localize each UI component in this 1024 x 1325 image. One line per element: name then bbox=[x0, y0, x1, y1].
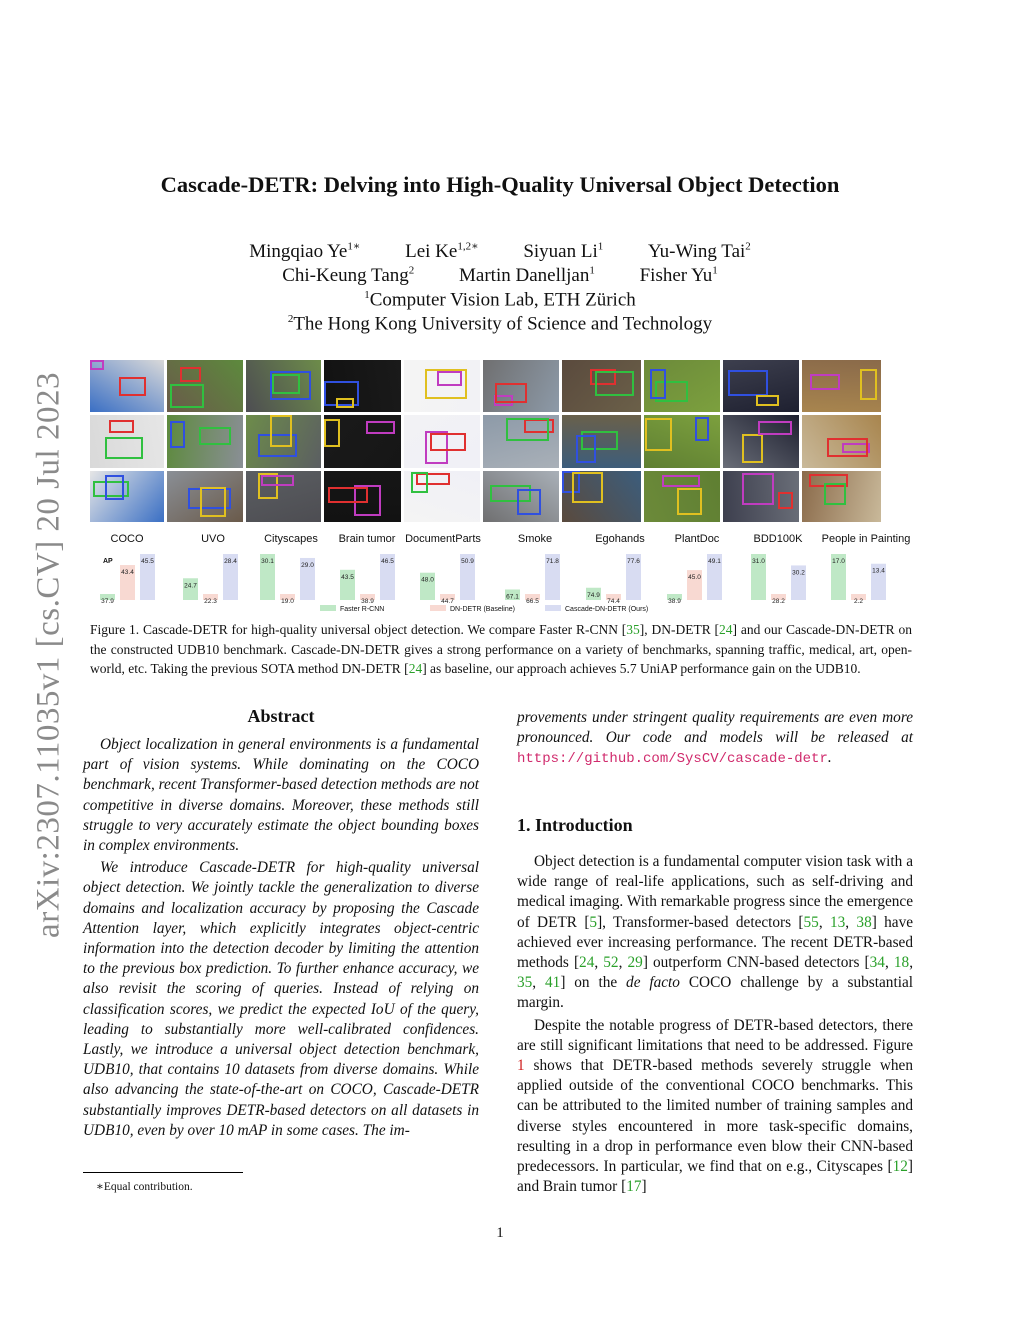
chart-data-label: 50.9 bbox=[461, 558, 474, 565]
figure-thumbnail bbox=[90, 471, 164, 522]
dataset-label: DocumentParts bbox=[405, 533, 481, 545]
chart-data-label: 49.1 bbox=[708, 558, 721, 565]
bounding-box bbox=[824, 483, 846, 505]
bounding-box bbox=[105, 475, 124, 500]
chart-data-label: 38.9 bbox=[361, 598, 374, 605]
chart-data-label: 66.5 bbox=[526, 598, 539, 605]
bounding-box bbox=[366, 421, 395, 434]
figure-thumbnail bbox=[167, 360, 243, 412]
bounding-box bbox=[810, 374, 840, 390]
bounding-box bbox=[695, 417, 709, 441]
figure-thumbnail bbox=[167, 415, 243, 468]
legend-swatch bbox=[545, 605, 561, 611]
bounding-box bbox=[742, 434, 763, 463]
bounding-box bbox=[728, 370, 768, 396]
bounding-box bbox=[200, 487, 226, 517]
figure-thumbnail bbox=[324, 471, 401, 522]
figure-thumbnail bbox=[644, 415, 720, 468]
legend-swatch bbox=[430, 605, 446, 611]
abstract-paragraph: Object localization in general environments is a fundamental part of vision systems. While dominating on the COCO benchmark, recent Transformer-based detection methods are not competitive in diverse domains. Moreover, these methods still struggle to very accurately estimate the object bounding boxes in complex environments. bbox=[83, 736, 479, 855]
authors-row-1 bbox=[0, 240, 1000, 263]
abstract-body bbox=[83, 735, 479, 1141]
dataset-label: Cityscapes bbox=[264, 533, 318, 545]
dataset-label: Egohands bbox=[595, 533, 645, 545]
dataset-label: COCO bbox=[110, 533, 144, 545]
chart-data-label: 17.0 bbox=[832, 558, 845, 565]
author: Fisher Yu$^1$ bbox=[639, 265, 718, 287]
figure-thumbnail bbox=[562, 360, 641, 412]
affiliation-1: $^1$Computer Vision Lab, ETH Zürich bbox=[364, 289, 636, 311]
bounding-box bbox=[506, 418, 549, 441]
bounding-box bbox=[650, 369, 666, 399]
bounding-box bbox=[430, 433, 466, 451]
figure-thumbnail bbox=[246, 471, 321, 522]
bounding-box bbox=[105, 437, 143, 459]
bounding-box bbox=[324, 419, 340, 447]
dataset-label: PlantDoc bbox=[674, 533, 720, 545]
figure-thumbnail bbox=[483, 415, 559, 468]
figure-caption: Figure 1. Cascade-DETR for high-quality universal object detection. We compare Faster R-CNN [35], DN-DETR [24] and our Cascade-DN-DETR on the constructed UDB10 benchmark. Cascade-DN-DETR gives a strong performance on a variety of benchmarks, spanning traffic, medical, art, open-world, etc. Taking the previous SOTA method DN-DETR [24] as baseline, our approach achieves 5.7 UniAP performance gain on the UDB10. bbox=[90, 622, 913, 676]
bounding-box bbox=[328, 487, 368, 503]
chart-data-label: 30.2 bbox=[792, 569, 805, 577]
author: Yu-Wing Tai$^2$ bbox=[648, 241, 751, 263]
bounding-box bbox=[677, 488, 702, 515]
chart-data-label: 44.7 bbox=[441, 598, 454, 605]
figure-thumbnail bbox=[404, 471, 480, 522]
abstract-continued: provements under stringent quality requirements are even more pronounced. Our code and models will be released at https://github.com/SysCV/cascade-detr. bbox=[517, 709, 913, 768]
bounding-box bbox=[180, 367, 201, 382]
bounding-box bbox=[437, 371, 462, 386]
figure-thumbnail bbox=[802, 471, 881, 522]
chart-data-label: 28.2 bbox=[772, 598, 785, 605]
affiliation-2: $^2$The Hong Kong University of Science and Technology bbox=[287, 313, 713, 335]
chart-data-label: 22.3 bbox=[204, 598, 217, 605]
bounding-box bbox=[662, 475, 700, 487]
bounding-box bbox=[595, 371, 634, 396]
footnote-rule bbox=[83, 1172, 243, 1173]
bounding-box bbox=[170, 421, 185, 448]
dataset-label: Brain tumor bbox=[338, 533, 396, 545]
legend-swatch bbox=[320, 605, 336, 611]
bounding-box bbox=[860, 369, 877, 400]
author: Lei $Ke^{1,2∗}$ bbox=[405, 241, 479, 263]
abstract-heading: Abstract bbox=[247, 706, 315, 726]
page-number: 1 bbox=[496, 1225, 504, 1241]
legend-label: Faster R-CNN bbox=[340, 606, 385, 613]
intro-paragraph-1: Object detection is a fundamental computer vision task with a wide range of real-life applications, such as self-driving and medical imaging. With remarkable progress since the emergence of DETR [5], Transformer-based detectors [55, 13, 38] have achieved ever increasing performance. The recent DETR-based methods [24, 52, 29] outperform CNN-based detectors [34, 18, 35, 41] on the de facto COCO challenge by a substantial margin. bbox=[517, 853, 914, 1012]
legend-label: Cascade-DN-DETR (Ours) bbox=[565, 606, 649, 613]
bounding-box bbox=[119, 377, 146, 396]
arxiv-stamp: arXiv:2307.11035v1 [cs.CV] 20 Jul 2023 bbox=[30, 372, 67, 938]
figure-image-grid bbox=[90, 360, 910, 530]
figure-thumbnail bbox=[246, 360, 321, 412]
bounding-box bbox=[758, 421, 792, 435]
bounding-box bbox=[576, 435, 596, 463]
chart-data-label: 13.4 bbox=[872, 567, 885, 575]
legend-label: DN-DETR (Baseline) bbox=[450, 606, 515, 613]
chart-data-label: 43.4 bbox=[121, 569, 134, 577]
bounding-box bbox=[778, 492, 793, 509]
figure-thumbnail bbox=[324, 415, 401, 468]
chart-data-label: 30.1 bbox=[261, 558, 274, 565]
intro-paragraph-2: Despite the notable progress of DETR-based detectors, there are still significant limitations that need to be addressed. Figure 1 shows that DETR-based methods severely struggle when applied outside of the conventional COCO benchmarks. This can be attributed to the limited number of training samples and diverse styles encountered in more task-specific domains, resulting in a drop in performance even blow their CNN-based predecessors. In particular, we find that on e.g., Cityscapes [12] and Brain tumor [17] bbox=[517, 1016, 913, 1196]
introduction-heading: 1. Introduction bbox=[517, 815, 633, 835]
figure-thumbnail bbox=[90, 360, 164, 412]
chart-data-label: 29.0 bbox=[301, 561, 314, 569]
author: Martin Danelljan$^1$ bbox=[459, 265, 595, 287]
figure-thumbnail bbox=[723, 415, 799, 468]
chart-data-label: 19.0 bbox=[281, 598, 294, 605]
bounding-box bbox=[572, 472, 603, 503]
bounding-box bbox=[517, 489, 541, 515]
bounding-box bbox=[336, 398, 354, 408]
figure-thumbnail bbox=[562, 471, 641, 522]
figure-thumbnail bbox=[802, 415, 881, 468]
bounding-box bbox=[261, 475, 294, 486]
chart-data-label: 48.0 bbox=[421, 576, 434, 584]
chart-data-label: 24.7 bbox=[184, 582, 197, 590]
bounding-box bbox=[170, 384, 204, 408]
code-url-link[interactable]: https://github.com/SysCV/cascade-detr bbox=[517, 751, 828, 768]
bounding-box bbox=[270, 415, 292, 447]
abstract-paragraph: We introduce Cascade-DETR for high-quality universal object detection. We jointly tackle the generalization to diverse domains and localization accuracy by proposing the Cascade Attention layer, which explicitly integrates object-centric information into the detection decoder by limiting the attention to the previous box prediction. To further enhance accuracy, we also revisit the scoring of queries. Instead of relying on classification scores, we predict the expected IoU of the query, leading to substantially more well-calibrated confidences. Lastly, we introduce a universal object detection benchmark, UDB10, that contains 10 datasets from diverse domains. While also advancing the state-of-the-art on COCO, Cascade-DETR substantially improves DETR-based detectors on all datasets in UDB10, even by over 10 mAP in some cases. The im- bbox=[83, 859, 479, 1139]
paper-title: Cascade-DETR: Delving into High-Quality Universal Object Detection bbox=[160, 172, 840, 197]
figure-thumbnail bbox=[324, 360, 401, 412]
chart-data-label: 77.6 bbox=[627, 558, 640, 565]
author: Siyuan Li$^1$ bbox=[523, 241, 604, 263]
bounding-box bbox=[109, 420, 134, 433]
chart-y-label: AP bbox=[103, 558, 113, 565]
figure-thumbnail bbox=[90, 415, 164, 468]
chart-data-label: 28.4 bbox=[224, 558, 237, 565]
introduction-body bbox=[517, 852, 913, 1197]
bounding-box bbox=[270, 371, 311, 400]
figure-thumbnail bbox=[723, 471, 799, 522]
bounding-box bbox=[742, 473, 774, 505]
figure-thumbnail bbox=[483, 471, 559, 522]
figure-thumbnail bbox=[483, 360, 559, 412]
figure-thumbnail bbox=[644, 360, 720, 412]
chart-data-label: 43.5 bbox=[341, 573, 354, 581]
bounding-box bbox=[495, 383, 527, 403]
chart-data-label: 37.9 bbox=[101, 598, 114, 605]
chart-data-label: 38.9 bbox=[668, 598, 681, 605]
chart-data-label: 45.5 bbox=[141, 558, 154, 565]
figure-thumbnail bbox=[404, 415, 480, 468]
dataset-label: Smoke bbox=[517, 533, 553, 545]
footnote: ∗Equal contribution. bbox=[96, 1181, 193, 1193]
chart-data-label: 71.8 bbox=[546, 558, 559, 565]
dataset-label: People in Painting bbox=[821, 533, 911, 545]
chart-data-label: 2.2 bbox=[853, 598, 864, 605]
dataset-label: BDD100K bbox=[753, 533, 803, 545]
figure-thumbnail bbox=[562, 415, 641, 468]
author: Chi-Keung Tang$^2$ bbox=[282, 265, 415, 287]
chart-data-label: 74.9 bbox=[587, 591, 600, 599]
chart-data-label: 67.1 bbox=[506, 593, 519, 601]
authors-row-2 bbox=[0, 265, 1000, 287]
ap-bar-chart bbox=[90, 552, 920, 614]
chart-data-label: 74.4 bbox=[607, 598, 620, 605]
author: Mingqiao $Ye^{1∗}$ bbox=[249, 241, 361, 263]
bounding-box bbox=[756, 395, 779, 406]
figure-thumbnail bbox=[246, 415, 321, 468]
bounding-box bbox=[90, 360, 104, 370]
chart-data-label: 45.0 bbox=[688, 574, 701, 582]
figure-thumbnail bbox=[167, 471, 243, 522]
bounding-box bbox=[827, 438, 868, 457]
chart-data-label: 46.5 bbox=[381, 558, 394, 565]
bounding-box bbox=[411, 472, 428, 493]
bounding-box bbox=[645, 418, 672, 451]
figure-thumbnail bbox=[644, 471, 720, 522]
figure-thumbnail bbox=[404, 360, 480, 412]
bounding-box bbox=[199, 427, 231, 445]
chart-data-label: 31.0 bbox=[752, 558, 765, 565]
figure-thumbnail bbox=[802, 360, 881, 412]
figure-thumbnail bbox=[723, 360, 799, 412]
dataset-label: UVO bbox=[201, 533, 225, 545]
